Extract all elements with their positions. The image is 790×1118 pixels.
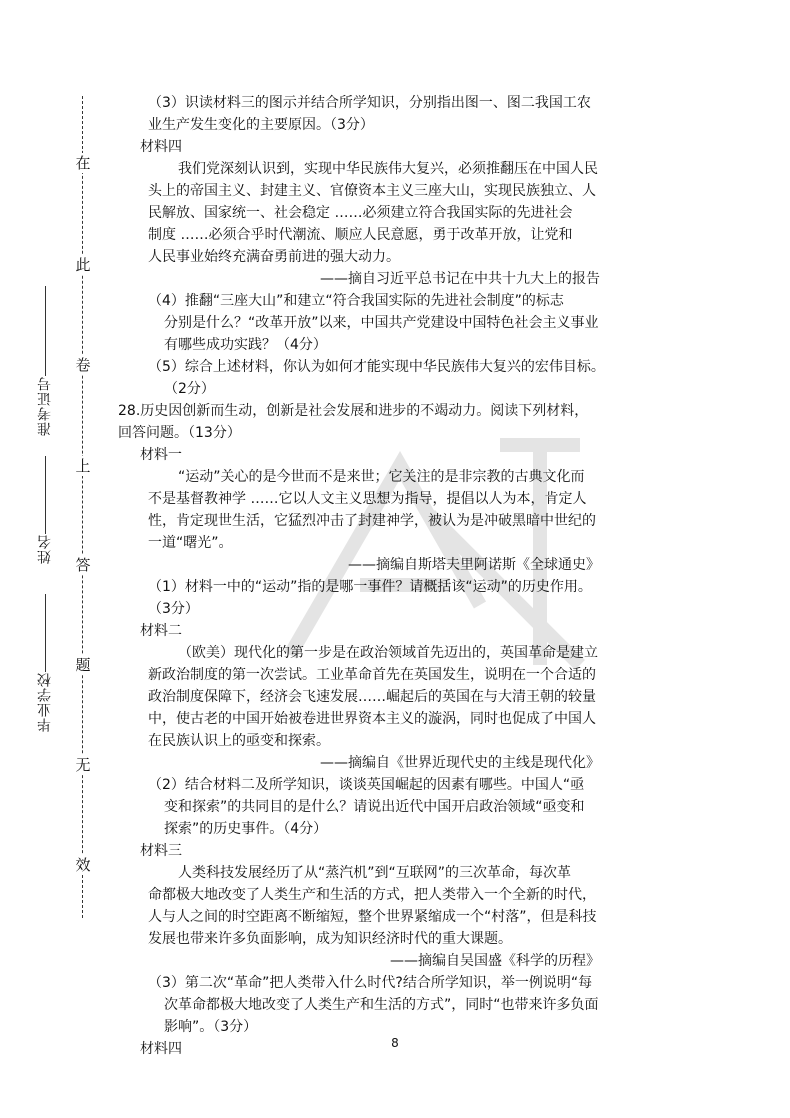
name-label: 姓名 [37,534,53,564]
q27-part5-line: （5）综合上述材料，你认为如何才能实现中华民族伟大复兴的宏伟目标。 [148,359,605,375]
q28-part1-line: （3分） [148,601,199,617]
q28-part2-line: （2）结合材料二及所学知识，谈谈英国崛起的因素有哪些。中国人“亟 [148,777,585,793]
binding-mark-wu: 无 [72,755,94,775]
q28-material-2-title: 材料二 [140,623,182,639]
exam-number-label: 准考证号 [37,376,53,436]
q28-material-4-title: 材料四 [140,1041,182,1057]
q28-material-2-text: 中，使古老的中国开始被卷进世界资本主义的漩涡，同时也促成了中国人 [148,711,596,727]
q28-material-3-text: 发展也带来许多负面影响，成为知识经济时代的重大课题。 [148,931,512,947]
q28-material-1-text: 性，肯定现世生活，它猛烈冲击了封建神学，被认为是冲破黑暗中世纪的 [148,513,596,529]
q28-material-3-text: 人类科技发展经历了从“蒸汽机”到“互联网”的三次革命，每次革 [178,865,572,881]
material-4-title: 材料四 [140,139,182,155]
material-4-text: 民解放、国家统一、社会稳定 ……必须建立符合我国实际的先进社会 [148,205,573,221]
binding-dashed-line [82,96,83,918]
q28-material-1-text: 不是基督教神学 ……它以人文主义思想为指导，提倡以人为本，肯定人 [148,491,587,507]
q28-material-3-text: 人与人之间的时空距离不断缩短，整个世界紧缩成一个“村落”，但是科技 [148,909,597,925]
q28-material-2-text: 政治制度保障下，经济会飞速发展……崛起后的英国在与大清王朝的较量 [148,689,596,705]
material-4-text: 制度 ……必须合乎时代潮流、顺应人民意愿，勇于改革开放，让党和 [148,227,573,243]
binding-mark-shang: 上 [72,456,94,476]
binding-mark-zai: 在 [72,153,94,173]
q28-intro-line: 回答问题。（13分） [118,425,241,441]
q28-material-3-text: 命都极大地改变了人类生产和生活的方式，把人类带入一个全新的时代， [148,887,596,903]
school-line [45,594,46,672]
q28-part3-line: 影响”。（3分） [164,1019,258,1035]
material-4-text: 我们党深刻认识到，实现中华民族伟大复兴，必须推翻压在中国人民 [178,161,598,177]
q27-part3-line: （3）识读材料三的图示并结合所学知识，分别指出图一、图二我国工农 [148,95,591,111]
exam-number-field [34,286,56,436]
binding-mark-ti: 题 [72,655,94,675]
q28-material-1-source: ——摘编自斯塔夫里阿诺斯《全球通史》 [348,557,600,573]
question-content [118,92,605,1060]
q28-part3-line: 次革命都极大地改变了人类生产和生活的方式”，同时“也带来许多负面 [164,997,599,1013]
q28-material-1-text: “运动”关心的是今世而不是来世；它关注的是非宗教的古典文化而 [178,469,585,485]
q28-material-2-text: 新政治制度的第一次尝试。工业革命首先在英国发生，说明在一个合适的 [148,667,596,683]
q28-part3-line: （3）第二次“革命”把人类带入什么时代?结合所学知识，举一例说明“每 [148,975,593,991]
page-number: 8 [391,1036,399,1050]
q28-material-2-text: 在民族认识上的亟变和探索。 [148,733,330,749]
q27-part3-line: 业生产发生变化的主要原因。（3分） [148,117,374,133]
q28-material-3-title: 材料三 [140,843,182,859]
material-4-text: 人民事业始终充满奋勇前进的强大动力。 [148,249,400,265]
exam-number-line [45,286,46,376]
q28-material-2-text: （欧美）现代化的第一步是在政治领域首先迈出的，英国革命是建立 [178,645,598,661]
binding-mark-da: 答 [72,555,94,575]
binding-mark-ci: 此 [72,255,94,275]
material-4-text: 头上的帝国主义、封建主义、官僚资本主义三座大山，实现民族独立、人 [148,183,596,199]
q27-part5-line: （2分） [164,381,215,397]
q28-material-1-title: 材料一 [140,447,182,463]
school-field [34,594,56,732]
school-label: 毕业学校 [37,672,53,732]
q28-material-2-source: ——摘编自《世界近现代史的主线是现代化》 [320,755,600,771]
q28-part2-line: 变和探索”的共同目的是什么？请说出近代中国开启政治领域“亟变和 [164,799,585,815]
q27-part4-line: 分别是什么？“改革开放”以来，中国共产党建设中国特色社会主义事业 [164,315,599,331]
binding-mark-xiao: 效 [72,855,94,875]
q28-intro-line: 28.历史因创新而生动，创新是社会发展和进步的不竭动力。阅读下列材料， [118,403,589,419]
material-4-source: ——摘自习近平总书记在中共十九大上的报告 [320,271,600,287]
binding-mark-juan: 卷 [72,355,94,375]
q28-part1-line: （1）材料一中的“运动”指的是哪一事件？请概括该“运动”的历史作用。 [148,579,592,595]
name-line [45,456,46,534]
q28-material-1-text: 一道“曙光”。 [148,535,233,551]
q28-part2-line: 探索”的历史事件。（4分） [164,821,328,837]
name-field [34,456,56,564]
q27-part4-line: 有哪些成功实践？（4分） [164,337,327,353]
q28-material-3-source: ——摘编自吴国盛《科学的历程》 [390,953,600,969]
q27-part4-line: （4）推翻“三座大山”和建立“符合我国实际的先进社会制度”的标志 [148,293,564,309]
